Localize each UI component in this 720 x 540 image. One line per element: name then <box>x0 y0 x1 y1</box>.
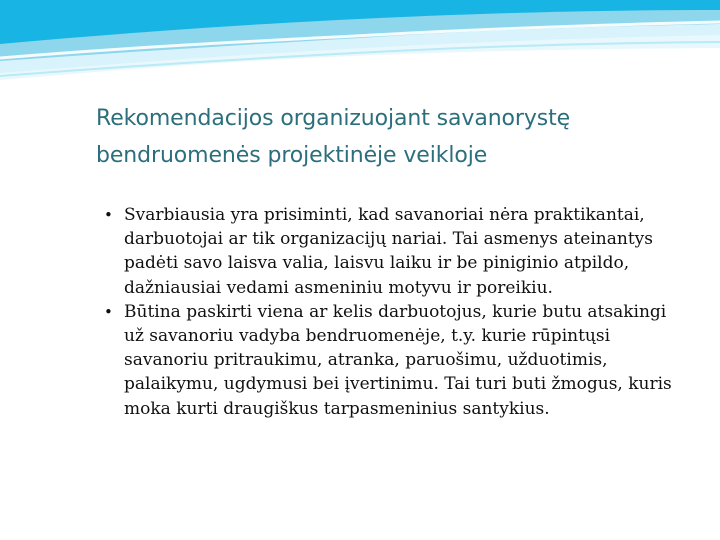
bullet-text-coordinators: Būtina paskirti viena ar kelis darbuotojus, kurie butu atsakingi už savanoriu vadyba bendruomenėje, t.y. kurie rūpintųsi savanoriu pritraukimu, atranka, paruošimu, užduotimis, palaikymu, ugdymusi bei įvertinimu. Tai turi buti žmogus, kuris moka kurti draugiškus tarpasmeninius santykius. <box>124 301 672 419</box>
bullet-item-volunteers <box>104 203 684 300</box>
decorative-wave-header <box>0 0 720 90</box>
bullet-dot-icon: • <box>104 302 113 321</box>
slide-title-line-1: Rekomendacijos organizuojant savanorystę <box>96 106 571 131</box>
slide-title <box>96 100 696 174</box>
bullet-dot-icon: • <box>104 206 113 224</box>
bullet-item-coordinators <box>104 300 684 421</box>
slide-title-line-2: bendruomenės projektinėje veikloje <box>96 143 488 168</box>
bullet-list <box>104 203 684 421</box>
bullet-text-volunteers: Svarbiausia yra prisiminti, kad savanoriai nėra praktikantai, darbuotojai ar tik organizacijų nariai. Tai asmenys ateinantys padėti savo laisva valia, laisvu laiku ir be piniginio atpildo, dažniausiai vedami asmeniniu motyvu ir poreikiu. <box>124 205 654 298</box>
